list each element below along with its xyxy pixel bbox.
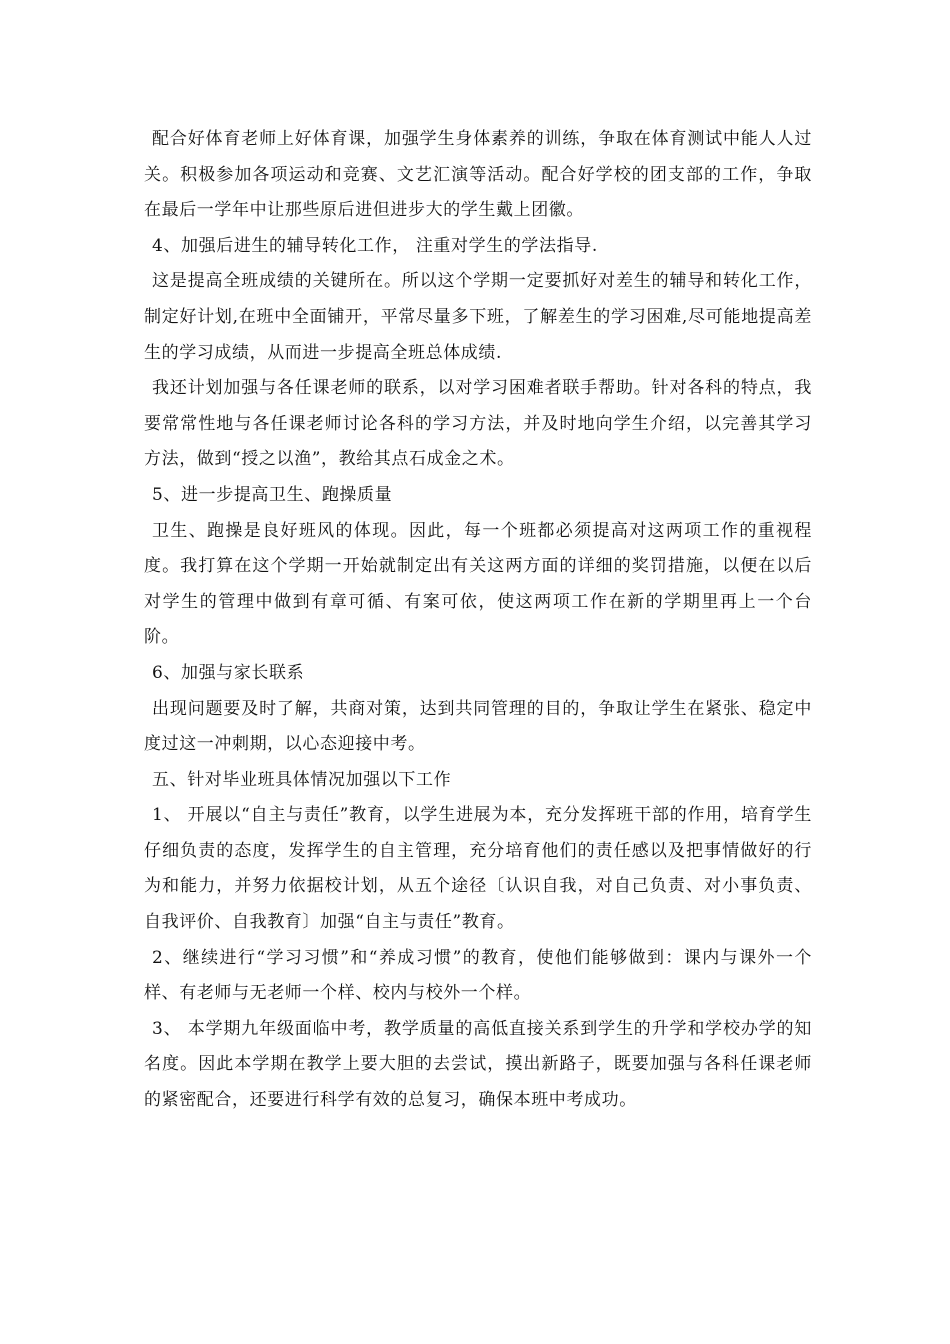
- paragraph-improve-grades: 这是提高全班成绩的关键所在。所以这个学期一定要抓好对差生的辅导和转化工作，制定好计划,在班中全面铺开，平常尽量多下班，了解差生的学习困难,尽可能地提高差生的学习成绩，从而进一步提高全班总体成绩.: [144, 271, 812, 363]
- heading-item-6: 6、加强与家长联系: [152, 662, 305, 683]
- paragraph-exam: 3、 本学期九年级面临中考，教学质量的高低直接关系到学生的升学和学校办学的知名度。因此本学期在教学上要大胆的去尝试，摸出新路子，既要加强与各科任课老师的紧密配合，还要进行科学有效的总复习，确保本班中考成功。: [144, 1018, 812, 1111]
- paragraph-habits: 2、继续进行“学习习惯”和“养成习惯”的教育，使他们能够做到：课内与课外一个样、有老师与无老师一个样、校内与校外一个样。: [144, 947, 812, 1004]
- heading-item-4: 4、加强后进生的辅导转化工作， 注重对学生的学法指导.: [152, 235, 598, 256]
- document-body: [144, 122, 812, 1119]
- heading-item-5: 5、进一步提高卫生、跑操质量: [152, 484, 393, 505]
- paragraph-autonomy: 1、 开展以“自主与责任”教育，以学生进展为本，充分发挥班干部的作用，培育学生仔细负责的态度，发挥学生的自主管理，充分培育他们的责任感以及把事情做好的行为和能力，并努力依据校计划，从五个途径〔认识自我，对自己负责、对小事负责、自我评价、自我教育〕加强“自主与责任”教育。: [144, 805, 812, 933]
- heading-section-5: 五、针对毕业班具体情况加强以下工作: [152, 769, 452, 790]
- paragraph-hygiene: 卫生、跑操是良好班风的体现。因此，每一个班都必须提高对这两项工作的重视程度。我打算在这个学期一开始就制定出有关这两方面的详细的奖罚措施，以便在以后对学生的管理中做到有章可循、有案可依，使这两项工作在新的学期里再上一个台阶。: [144, 520, 812, 648]
- paragraph-teacher-contact: 我还计划加强与各任课老师的联系，以对学习困难者联手帮助。针对各科的特点，我要常常性地与各任课老师讨论各科的学习方法，并及时地向学生介绍，以完善其学习方法，做到“授之以渔”，教给其点石成金之术。: [144, 378, 812, 470]
- paragraph-pe-cooperation: 配合好体育老师上好体育课，加强学生身体素养的训练，争取在体育测试中能人人过关。积极参加各项运动和竞赛、文艺汇演等活动。配合好学校的团支部的工作，争取在最后一学年中让那些原后进但进步大的学生戴上团徽。: [144, 129, 812, 221]
- paragraph-parents: 出现问题要及时了解，共商对策，达到共同管理的目的，争取让学生在紧张、稳定中度过这一冲刺期，以心态迎接中考。: [144, 698, 812, 755]
